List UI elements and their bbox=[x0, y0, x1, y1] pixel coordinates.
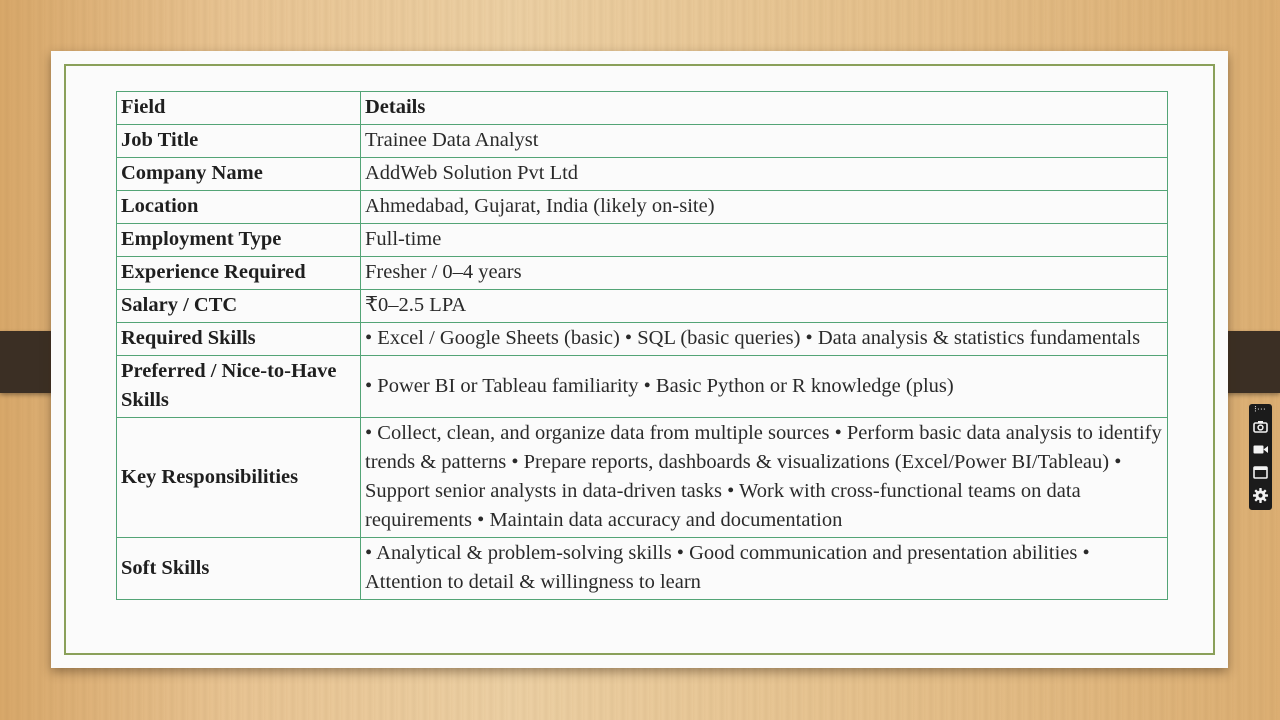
row-field-label: Salary / CTC bbox=[117, 290, 361, 323]
row-field-label: Employment Type bbox=[117, 224, 361, 257]
row-field-label: Experience Required bbox=[117, 257, 361, 290]
gear-icon[interactable] bbox=[1252, 487, 1269, 504]
table-row bbox=[117, 224, 1168, 257]
slide-card bbox=[51, 51, 1228, 668]
row-field-label: Location bbox=[117, 191, 361, 224]
row-details-value: • Power BI or Tableau familiarity • Basic Python or R knowledge (plus) bbox=[361, 356, 1168, 418]
row-field-label: Key Responsibilities bbox=[117, 418, 361, 538]
row-details-value: • Collect, clean, and organize data from multiple sources • Perform basic data analysis to identify trends & patterns • Prepare reports, dashboards & visualizations (Excel/Power BI/Tableau) • Support senior analysts in data-driven tasks • Work with cross-functional teams on data requirements • Maintain data accuracy and documentation bbox=[361, 418, 1168, 538]
camera-icon[interactable] bbox=[1252, 418, 1269, 435]
row-details-value: Full-time bbox=[361, 224, 1168, 257]
table-row bbox=[117, 125, 1168, 158]
row-field-label: Preferred / Nice-to-Have Skills bbox=[117, 356, 361, 418]
table-header-row bbox=[117, 92, 1168, 125]
row-details-value: AddWeb Solution Pvt Ltd bbox=[361, 158, 1168, 191]
more-options-icon[interactable]: ⁝⋯ bbox=[1254, 405, 1266, 415]
table-row bbox=[117, 191, 1168, 224]
player-toolbar bbox=[1249, 404, 1272, 510]
table-row bbox=[117, 418, 1168, 538]
row-details-value: Trainee Data Analyst bbox=[361, 125, 1168, 158]
row-field-label: Required Skills bbox=[117, 323, 361, 356]
video-icon[interactable] bbox=[1252, 441, 1269, 458]
row-field-label: Soft Skills bbox=[117, 538, 361, 600]
row-details-value: • Excel / Google Sheets (basic) • SQL (basic queries) • Data analysis & statistics fundamentals bbox=[361, 323, 1168, 356]
window-icon[interactable] bbox=[1252, 464, 1269, 481]
table-row bbox=[117, 257, 1168, 290]
row-details-value: Ahmedabad, Gujarat, India (likely on-site) bbox=[361, 191, 1168, 224]
table-row bbox=[117, 538, 1168, 600]
row-field-label: Job Title bbox=[117, 125, 361, 158]
table-row bbox=[117, 290, 1168, 323]
row-details-value: ₹0–2.5 LPA bbox=[361, 290, 1168, 323]
table-row bbox=[117, 323, 1168, 356]
row-details-value: Fresher / 0–4 years bbox=[361, 257, 1168, 290]
header-details: Details bbox=[361, 92, 1168, 125]
job-details-table bbox=[116, 91, 1168, 600]
table-row bbox=[117, 356, 1168, 418]
table-row bbox=[117, 158, 1168, 191]
row-details-value: • Analytical & problem-solving skills • Good communication and presentation abilities • Attention to detail & willingness to learn bbox=[361, 538, 1168, 600]
header-field: Field bbox=[117, 92, 361, 125]
row-field-label: Company Name bbox=[117, 158, 361, 191]
